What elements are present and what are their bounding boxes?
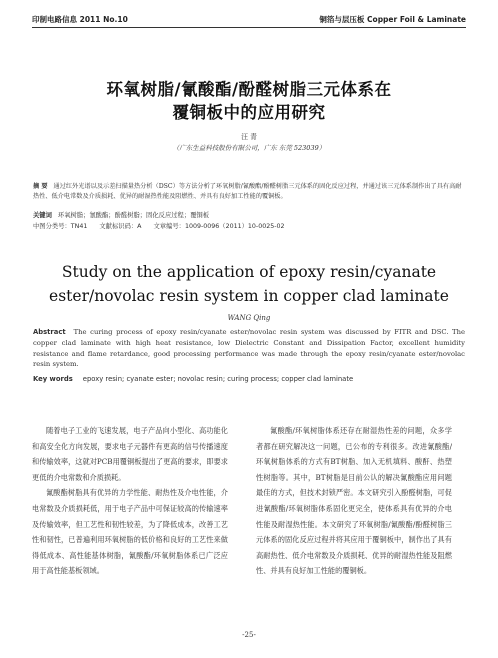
- keywords-en-text: epoxy resin; cyanate ester; novolac resin; curing process; copper clad laminate: [82, 375, 354, 383]
- affiliation-cn: （广东生益科技股份有限公司，广东 东莞 523039）: [172, 144, 326, 152]
- body-paragraph: 随着电子工业的飞速发展，电子产品向小型化、高功能化和高安全化方向发展，要求电子元器件有更高的信号传播速度和传输效率，这就对PCB用覆铜板提出了更高的要求，即要求更低的介电常数和介质损耗。: [32, 426, 228, 482]
- body-paragraph: 氰酸酯/环氧树脂体系还存在耐湿热性差的问题，众多学者都在研究解决这一问题，已公布的专利很多。改进氰酸酯/环氧树脂体系的方式有BT树脂、加入无机填料、酸酐、热塑性树脂等。其中，BT树脂是目前公认的解决氰酸酯应用问题最佳的方式，但技术封锁严密。本文研究引入酚醛树脂，可促进氰酸酯/环氧树脂体系固化更完全，使体系具有优异的介电性能及耐湿热性能。本文研究了环氧树脂/氰酸酯/酚醛树脂三元体系的固化反应过程并将其应用于覆铜板中，制作出了具有高耐热性、低介电常数及介质损耗、优异的耐湿热性能及阻燃性、并具有良好加工性能的覆铜板。: [256, 426, 452, 576]
- clc-number: 中图分类号：TN41: [33, 223, 88, 230]
- title-en-line1: Study on the application of epoxy resin/cyanate: [61, 263, 437, 281]
- keywords-en-label: Key words: [33, 375, 73, 383]
- document-code: 文献标识码：A: [99, 223, 142, 230]
- keywords-cn-text: 环氧树脂；氰酸酯；酚醛树脂；固化反应过程；覆铜板: [57, 212, 210, 219]
- title-cn-line1: 环氧树脂/氰酸酯/酚醛树脂三元体系在: [106, 80, 392, 99]
- author-en: WANG Qing: [227, 314, 271, 322]
- abstract-cn-text: 通过红外光谱以及示差扫描量热分析（DSC）等方法分析了环氧树脂/氰酸酯/酚醛树脂三元体系的固化反应过程，并通过该三元体系制作出了具有高耐热性、低介电常数及介质损耗、优异的耐湿热性能及阻燃性、并具有良好加工性能的覆铜板。: [33, 183, 462, 200]
- keywords-en: [33, 375, 465, 383]
- abstract-cn-label: 摘 要: [33, 183, 48, 190]
- abstract-en-label: Abstract: [33, 328, 66, 336]
- running-header: [32, 8, 466, 26]
- article-number: 文章编号：1009-0096（2011）10-0025-02: [153, 223, 285, 230]
- section-name: 铜箔与层压板 Copper Foil & Laminate: [319, 15, 466, 24]
- body-column-right: [256, 423, 452, 579]
- body-column-left: [32, 423, 228, 579]
- page-number: -25-: [242, 631, 256, 639]
- keywords-cn: [33, 210, 465, 219]
- classification-line: [33, 221, 465, 230]
- title-cn-line2: 覆铜板中的应用研究: [172, 103, 326, 122]
- journal-issue: 印制电路信息 2011 No.10: [32, 15, 128, 24]
- title-en-line2: ester/novolac resin system in copper clad laminate: [49, 287, 449, 305]
- abstract-en-text: The curing process of epoxy resin/cyanate ester/novolac resin system was discussed by FITR and DSC. The copper clad laminate with high heat resistance, low Dielectric Constant and Dissipation Factor, excellent humidity resistance and flame retardance, good processing performance was made through the epoxy resin/cyanate ester/novolac resin system.: [33, 328, 465, 369]
- author-cn: 汪 青: [241, 133, 257, 141]
- abstract-en: [33, 327, 465, 370]
- header-rule: [32, 27, 466, 28]
- body-paragraph: 氰酸酯树脂具有优异的力学性能、耐热性及介电性能，介电常数及介质损耗低，用于电子产品中可保证较高的传输速率及传输效率，但工艺性和韧性较差，为了降低成本，改善工艺性和韧性，已普遍利用环氧树脂的低价格和良好的工艺性来做得低成本、高性能基体树脂，氰酸酯/环氧树脂体系已广泛应用于高性能基板领域。: [32, 488, 228, 576]
- keywords-cn-label: 关键词: [33, 212, 52, 219]
- abstract-cn: [33, 182, 465, 201]
